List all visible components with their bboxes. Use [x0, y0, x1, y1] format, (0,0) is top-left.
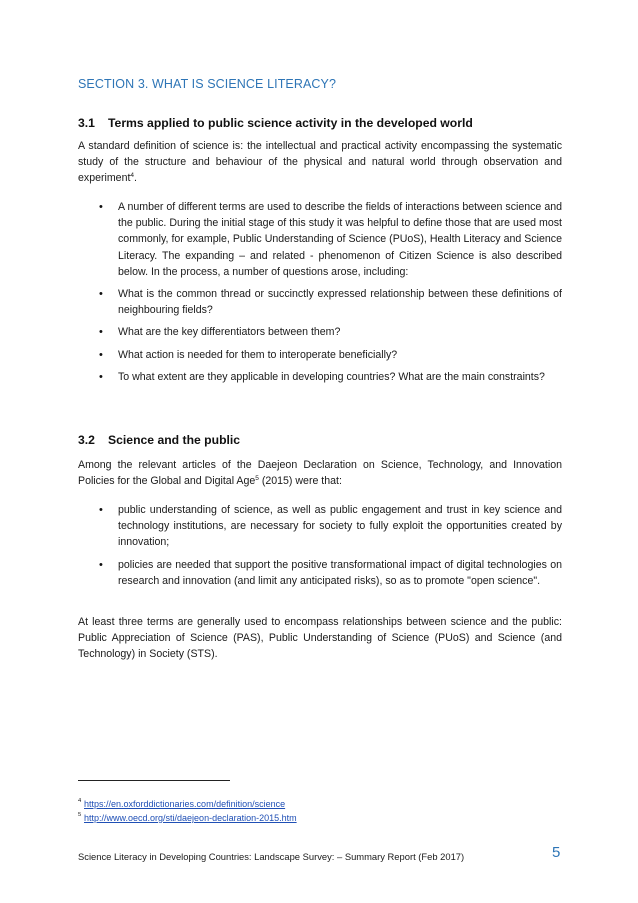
list-item-text: policies are needed that support the positive transformational impact of digital technologies on research and innovation (and limit any anticipated risks), so as to promote "open science". [118, 558, 562, 587]
list-item [78, 199, 562, 280]
footnote-5 [78, 811, 558, 825]
list-item-text: public understanding of science, as well as public engagement and trust in key science and technology institutions, are necessary for society to fully exploit the opportunities created by innovation; [118, 504, 562, 549]
footnote-ref-5[interactable]: 5 [255, 475, 259, 483]
bullet-icon: • [99, 288, 103, 301]
daejeon-text: Among the relevant articles of the Daejeon Declaration on Science, Technology, and Innovation Policies for the Global and Digital Age [78, 459, 562, 488]
list-item [78, 502, 562, 551]
list-item-text: What are the key differentiators between them? [118, 326, 341, 339]
section-heading: SECTION 3. WHAT IS SCIENCE LITERACY? [78, 77, 337, 91]
definition-text: A standard definition of science is: the intellectual and practical activity encompassing the systematic study of the structure and behaviour of the physical and natural world through observation and experiment [78, 140, 562, 185]
footnote-divider [78, 780, 230, 781]
subsection-number: 3.2 [78, 433, 95, 447]
list-item [78, 286, 562, 318]
footnote-ref-4[interactable]: 4 [130, 172, 135, 180]
terms-paragraph: At least three terms are generally used to encompass relationships between science and the public: Public Appreciation of Science (PAS), Public Understanding of Science (PUoS) and Science (and Technology) in Society (STS). [78, 616, 562, 661]
daejeon-text-end: (2015) were that: [258, 475, 342, 488]
bullet-icon: • [99, 348, 103, 361]
list-item-text: What action is needed for them to interoperate beneficially? [118, 348, 398, 361]
list-item [78, 324, 562, 340]
footnote-link[interactable]: http://www.oecd.org/sti/daejeon-declaration-2015.htm [84, 813, 297, 823]
footnotes [78, 797, 558, 825]
list-item-text: A number of different terms are used to describe the fields of interactions between science and the public. During the initial stage of this study it was helpful to define those that are used most commonly, for example, Public Understanding of Science (PUoS), Health Literacy and Science Literacy. The expanding – and related - phenomenon of Citizen Science is also described below. In the process, a number of questions arose, including: [118, 201, 562, 278]
footnote-mark: 5 [78, 812, 82, 818]
definition-paragraph [78, 138, 562, 187]
subsection-number: 3.1 [78, 116, 95, 130]
subsection-title: Science and the public [108, 433, 241, 447]
page-footer: Science Literacy in Developing Countries: Landscape Survey: – Summary Report (Feb 2017) [78, 851, 465, 862]
subsection-heading-3-1 [78, 116, 562, 130]
bullet-icon: • [99, 558, 103, 571]
footnote-4 [78, 797, 558, 811]
bullet-icon: • [99, 370, 103, 383]
list-item-text: What is the common thread or succinctly expressed relationship between these definitions of neighbouring fields? [118, 288, 562, 317]
daejeon-paragraph [78, 457, 562, 489]
list-item [78, 347, 562, 363]
bullet-list-3-2 [78, 502, 562, 595]
list-item-text: To what extent are they applicable in developing countries? What are the main constraints? [118, 370, 545, 383]
bullet-icon: • [99, 504, 103, 516]
list-item [78, 557, 562, 589]
subsection-heading-3-2 [78, 433, 562, 447]
list-item [78, 369, 562, 385]
subsection-title: Terms applied to public science activity in the developed world [108, 116, 473, 130]
bullet-icon: • [99, 201, 103, 213]
bullet-list-3-1 [78, 199, 562, 391]
footnote-mark: 4 [78, 798, 82, 804]
bullet-icon: • [99, 326, 103, 339]
footnote-link[interactable]: https://en.oxforddictionaries.com/definition/science [84, 799, 286, 809]
page-number: 5 [552, 844, 561, 861]
definition-period: . [134, 172, 137, 185]
